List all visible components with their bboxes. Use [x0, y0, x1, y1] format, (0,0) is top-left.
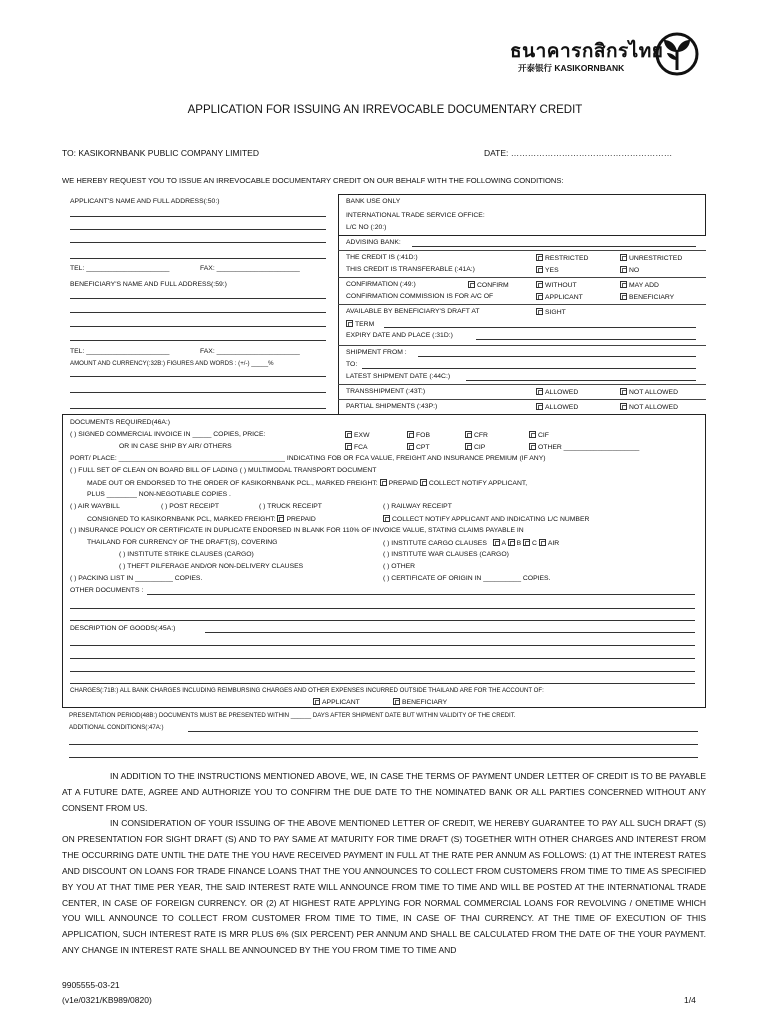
description-line-2[interactable]: [70, 645, 695, 646]
additional-conditions-label: ADDITIONAL CONDITIONS(:47A:): [69, 724, 164, 731]
clause-a-checkbox[interactable]: [493, 539, 500, 546]
other-price-label: OTHER ____________________: [538, 444, 640, 451]
clause-c-label: C: [532, 540, 537, 547]
charges-beneficiary-label: BENEFICIARY: [402, 699, 448, 706]
bill-of-lading-line: ( ) FULL SET OF CLEAN ON BOARD BILL OF LADING ( ) MULTIMODAL TRANSPORT DOCUMENT: [70, 467, 377, 474]
confirm-option[interactable]: [468, 281, 509, 289]
commission-beneficiary-label: BENEFICIARY: [629, 294, 675, 301]
yes-label: YES: [545, 267, 559, 274]
documents-required-section: [62, 414, 706, 708]
packing-list-option[interactable]: ( ) PACKING LIST IN __________ COPIES.: [70, 575, 203, 582]
transshipment-allowed-label: ALLOWED: [545, 389, 579, 396]
cpt-label: CPT: [416, 444, 430, 451]
guarantee-text: IN CONSIDERATION OF YOUR ISSUING OF THE ABOVE MENTIONED LETTER OF CREDIT, WE HEREBY GUARANTEE TO PAY ALL SUCH DRAFT (S) ON PRESENTATION FOR SIGHT DRAFT (S) AND TO PAY SAME AT MATURITY FOR TIME DRAFT (S) TOGETHER WITH OTHER CHARGES AND INTEREST FROM THE OCCURRING DATE UNTIL THE DATE THE YOU HAVE RECEIVED PAYMENT IN FULL AT THE RATE PER ANNUM AS FOLLOWS: (1) AT THE INTEREST RATES AND DISCOUNT ON LOANS FOR TRADE FINANCE LOANS THAT THE YOU ANNOUNCES TO COLLECT FROM CUSTOMERS FROM TIME TO TIME AS SPECIFIED BY YOU AT THAT TIME PER YEAR, THE SAID INTEREST RATE WILL ANNOUNCE FROM TIME TO TIME AND WILL BE POSTED AT THE INTERNATIONAL TRADE CENTER, IN CASE OF FOREIGN CURRENCY. OR (2) AT HIGHEST RATE APPLYING FOR NORMAL COMMERCIAL LOANS FOR REVOLVING / ONETIME WHICH YOU WILL ANNOUNCE TO COLLECT FROM CUSTOMER FROM TIME TO TIME, IN CASE OF THAI CURRENCY. AT THE TIME OF EXECUTION OF THIS APPLICATION, SUCH INTEREST RATE IS MRR PLUS 6% (SIX PERCENT) PER ANNUM AND SHALL BE CALCULATED FROM THE DATE OF THE YOUR PAYMENT. ANY CHANGE IN INTEREST RATE SHALL BE ANNOUNCED BY THE YOU FROM TIME TO TIME AND: [62, 818, 706, 956]
consigned-collect-option[interactable]: [383, 515, 589, 523]
applicant-line-2[interactable]: [70, 229, 326, 230]
charges-beneficiary-option[interactable]: [393, 698, 447, 706]
transshipment-not-allowed-label: NOT ALLOWED: [629, 389, 678, 396]
shipment-from-field[interactable]: [418, 356, 696, 357]
cip-option[interactable]: [465, 443, 485, 451]
presentation-section: [62, 708, 706, 760]
sight-label: SIGHT: [545, 309, 566, 316]
certificate-origin-option[interactable]: ( ) CERTIFICATE OF ORIGIN IN __________ COPIES.: [383, 575, 551, 582]
consigned-label: CONSIGNED TO KASIKORNBANK PCL, MARKED FREIGHT:: [87, 516, 276, 523]
clause-a-label: A: [501, 540, 506, 547]
description-label: DESCRIPTION OF GOODS(:45A:): [70, 625, 176, 632]
charges-applicant-checkbox[interactable]: [313, 698, 320, 705]
clause-air-label: AIR: [547, 540, 560, 547]
sight-option[interactable]: [536, 308, 566, 316]
other-price-option[interactable]: [529, 443, 639, 451]
beneficiary-line-1[interactable]: [70, 298, 326, 299]
fca-option[interactable]: [345, 443, 368, 451]
fca-label: FCA: [354, 444, 368, 451]
bl-prepaid-label: PREPAID: [388, 480, 418, 487]
bank-use-label: BANK USE ONLY: [346, 198, 401, 205]
charges-beneficiary-checkbox[interactable]: [393, 698, 400, 705]
to-line: TO: KASIKORNBANK PUBLIC COMPANY LIMITED: [62, 148, 259, 158]
additional-conditions-line-3[interactable]: [69, 757, 698, 758]
latest-shipment-field[interactable]: [466, 380, 696, 381]
clause-b-checkbox[interactable]: [508, 539, 515, 546]
authorization-text: IN ADDITION TO THE INSTRUCTIONS MENTIONED ABOVE, WE, IN CASE THE TERMS OF PAYMENT UNDER LETTER OF CREDIT IS TO BE PAYABLE AT A FUTURE DATE, AGREE AND AUTHORIZE YOU TO CONFIRM THE DUE DATE TO THE NOMINATED BANK OR ALL PARTIES CONCERNED WITHOUT ANY CONSENT FROM US.: [62, 771, 706, 813]
beneficiary-line-4[interactable]: [70, 340, 326, 341]
charges-applicant-option[interactable]: [313, 698, 360, 706]
sight-checkbox[interactable]: [536, 308, 543, 315]
cfr-label: CFR: [474, 432, 488, 439]
other-documents-label: OTHER DOCUMENTS :: [70, 587, 144, 594]
latest-shipment-label: LATEST SHIPMENT DATE (:44C:): [346, 373, 451, 380]
beneficiary-tel-field[interactable]: TEL: ______________________: [70, 348, 170, 355]
cif-option[interactable]: [529, 431, 549, 439]
applicant-line-1[interactable]: [70, 216, 326, 217]
applicant-label: APPLICANT'S NAME AND FULL ADDRESS(:50:): [70, 198, 220, 205]
yes-option[interactable]: [536, 266, 559, 274]
exw-checkbox[interactable]: [345, 431, 352, 438]
bl-collect-label: COLLECT NOTIFY APPLICANT,: [428, 480, 528, 487]
shipment-to-field[interactable]: [362, 368, 696, 369]
restricted-label: RESTRICTED: [545, 255, 589, 262]
applicant-line-3[interactable]: [70, 242, 326, 243]
may-add-option[interactable]: [620, 281, 659, 289]
bl-prepaid-checkbox[interactable]: [380, 479, 387, 486]
cargo-clauses-line: [383, 539, 559, 547]
partial-not-allowed-option[interactable]: [620, 403, 678, 411]
term-option[interactable]: [346, 320, 374, 328]
thailand-line: THAILAND FOR CURRENCY OF THE DRAFT(S), COVERING: [87, 539, 278, 546]
air-waybill-option[interactable]: ( ) AIR WAYBILL: [70, 503, 120, 510]
credit-is-label: THE CREDIT IS (:41D:): [346, 254, 418, 261]
description-line-4[interactable]: [70, 671, 695, 672]
cpt-checkbox[interactable]: [407, 443, 414, 450]
term-field[interactable]: [384, 327, 696, 328]
partial-allowed-checkbox[interactable]: [536, 403, 543, 410]
transshipment-allowed-checkbox[interactable]: [536, 388, 543, 395]
advising-bank-label: ADVISING BANK:: [346, 239, 401, 246]
cif-label: CIF: [538, 432, 549, 439]
made-out-line: [87, 479, 527, 487]
its-office-label: INTERNATIONAL TRADE SERVICE OFFICE:: [346, 212, 485, 219]
theft-clauses-option[interactable]: ( ) THEFT PILFERAGE AND/OR NON-DELIVERY CLAUSES: [119, 563, 304, 570]
page-number: 1/4: [684, 995, 696, 1005]
additional-conditions-line-1[interactable]: [188, 731, 698, 732]
presentation-period-line: PRESENTATION PERIOD(48B:) DOCUMENTS MUST BE PRESENTED WITHIN ______ DAYS AFTER SHIPMENT DATE BUT WITHIN VALIDITY OF THE CREDIT.: [69, 712, 516, 719]
kasikornbank-leaf-logo-icon: [655, 32, 699, 76]
consigned-collect-checkbox[interactable]: [383, 515, 390, 522]
transshipment-not-allowed-checkbox[interactable]: [620, 388, 627, 395]
no-option[interactable]: [620, 266, 639, 274]
made-out-label: MADE OUT OR ENDORSED TO THE ORDER OF KASIKORNBANK PCL., MARKED FREIGHT:: [87, 480, 378, 487]
lc-no-label: L/C NO (:20:): [346, 224, 387, 231]
amount-label: AMOUNT AND CURRENCY(:32B:) FIGURES AND WORDS : (+/-) _____%: [70, 360, 274, 367]
beneficiary-line-3[interactable]: [70, 326, 326, 327]
amount-line-2[interactable]: [70, 392, 326, 393]
exw-label: EXW: [354, 432, 370, 439]
cfr-option[interactable]: [465, 431, 488, 439]
documents-heading: DOCUMENTS REQUIRED(46A:): [70, 419, 171, 426]
unrestricted-option[interactable]: [620, 254, 682, 262]
expiry-field[interactable]: [476, 339, 696, 340]
port-line: PORT/ PLACE: ____________________________________________ INDICATING FOB OR FCA VALUE, FREIGHT AND INSURANCE PREMIUM (IF ANY): [70, 455, 546, 462]
confirm-label: CONFIRM: [477, 282, 509, 289]
no-checkbox[interactable]: [620, 266, 627, 273]
without-label: WITHOUT: [545, 282, 577, 289]
fca-checkbox[interactable]: [345, 443, 352, 450]
guarantee-paragraph: [62, 816, 706, 959]
cargo-clauses-label: ( ) INSTITUTE CARGO CLAUSES: [383, 540, 487, 547]
partial-allowed-option[interactable]: [536, 403, 578, 411]
cpt-option[interactable]: [407, 443, 430, 451]
shipment-from-label: SHIPMENT FROM :: [346, 349, 407, 356]
other-price-checkbox[interactable]: [529, 443, 536, 450]
expiry-label: EXPIRY DATE AND PLACE (:31D:): [346, 332, 453, 339]
transferable-label: THIS CREDIT IS TRANSFERABLE (:41A:): [346, 266, 475, 273]
commission-applicant-option[interactable]: [536, 293, 583, 301]
confirmation-commission-label: CONFIRMATION COMMISSION IS FOR A/C OF: [346, 293, 494, 300]
truck-receipt-option[interactable]: ( ) TRUCK RECEIPT: [259, 503, 322, 510]
transshipment-not-allowed-option[interactable]: [620, 388, 678, 396]
bl-collect-checkbox[interactable]: [420, 479, 427, 486]
consigned-line: [87, 515, 316, 523]
cfr-checkbox[interactable]: [465, 431, 472, 438]
transshipment-label: TRANSSHIPMENT (:43T:): [346, 388, 426, 395]
description-line-5[interactable]: [70, 683, 695, 684]
other-insurance-option[interactable]: ( ) OTHER: [383, 563, 416, 570]
description-line-3[interactable]: [70, 658, 695, 659]
beneficiary-fax-field[interactable]: FAX: ______________________: [200, 348, 300, 355]
restricted-option[interactable]: [536, 254, 588, 262]
description-line-1[interactable]: [205, 632, 695, 633]
other-documents-line-1[interactable]: [147, 594, 695, 595]
yes-checkbox[interactable]: [536, 266, 543, 273]
partial-shipments-label: PARTIAL SHIPMENTS (:43P:): [346, 403, 438, 410]
confirm-checkbox[interactable]: [468, 281, 475, 288]
bank-name-english: 开泰银行 KASIKORNBANK: [518, 63, 625, 73]
cif-checkbox[interactable]: [529, 431, 536, 438]
incase-line: OR IN CASE SHIP BY AIR/ OTHERS: [119, 443, 232, 450]
consigned-prepaid-checkbox[interactable]: [277, 515, 284, 522]
commission-applicant-checkbox[interactable]: [536, 293, 543, 300]
commission-beneficiary-option[interactable]: [620, 293, 674, 301]
without-checkbox[interactable]: [536, 281, 543, 288]
clause-air-checkbox[interactable]: [539, 539, 546, 546]
transshipment-allowed-option[interactable]: [536, 388, 578, 396]
partial-not-allowed-label: NOT ALLOWED: [629, 404, 678, 411]
authorization-paragraph: [62, 769, 706, 817]
railway-receipt-option[interactable]: ( ) RAILWAY RECEIPT: [383, 503, 452, 510]
insurance-line: ( ) INSURANCE POLICY OR CERTIFICATE IN DUPLICATE ENDORSED IN BLANK FOR 110% OF INVOICE VALUE, STATING CLAIMS PAYABLE IN: [70, 527, 524, 534]
unrestricted-label: UNRESTRICTED: [629, 255, 683, 262]
additional-conditions-line-2[interactable]: [69, 744, 698, 745]
confirmation-label: CONFIRMATION (:49:): [346, 281, 416, 288]
fob-option[interactable]: [407, 431, 430, 439]
partial-not-allowed-checkbox[interactable]: [620, 403, 627, 410]
fob-label: FOB: [416, 432, 430, 439]
form-version: (v1e/0321/KB989/0820): [62, 995, 152, 1005]
exw-option[interactable]: [345, 431, 369, 439]
request-line: WE HEREBY REQUEST YOU TO ISSUE AN IRREVOCABLE DOCUMENTARY CREDIT ON OUR BEHALF WITH THE FOLLOWING CONDITIONS:: [62, 176, 564, 185]
term-checkbox[interactable]: [346, 320, 353, 327]
other-documents-line-3[interactable]: [70, 620, 695, 621]
beneficiary-label: BENEFICIARY'S NAME AND FULL ADDRESS(:59:): [70, 281, 227, 288]
lc-details-grid: [62, 194, 706, 414]
fob-checkbox[interactable]: [407, 431, 414, 438]
clause-b-label: B: [516, 540, 522, 547]
restricted-checkbox[interactable]: [536, 254, 543, 261]
shipment-to-label: TO:: [346, 361, 358, 368]
form-code: 9905555-03-21: [62, 980, 120, 990]
beneficiary-line-2[interactable]: [70, 312, 326, 313]
plus-copies-line: PLUS ________ NON-NEGOTIABLE COPIES .: [87, 491, 231, 498]
without-option[interactable]: [536, 281, 577, 289]
commission-applicant-label: APPLICANT: [545, 294, 583, 301]
available-label: AVAILABLE BY BENEFICIARY'S DRAFT AT: [346, 308, 480, 315]
unrestricted-checkbox[interactable]: [620, 254, 627, 261]
other-documents-line-2[interactable]: [70, 608, 695, 609]
may-add-checkbox[interactable]: [620, 281, 627, 288]
war-clauses-option[interactable]: ( ) INSTITUTE WAR CLAUSES (CARGO): [383, 551, 509, 558]
invoice-line: ( ) SIGNED COMMERCIAL INVOICE IN _____ COPIES, PRICE:: [70, 431, 266, 438]
consigned-prepaid-label: PREPAID: [286, 516, 316, 523]
applicant-tel-field[interactable]: TEL: ______________________: [70, 265, 170, 272]
charges-line: CHARGES(:71B:) ALL BANK CHARGES INCLUDING REIMBURSING CHARGES AND OTHER EXPENSES INCURRED OUTSIDE THAILAND ARE FOR THE ACCOUNT OF:: [70, 687, 544, 694]
form-title: APPLICATION FOR ISSUING AN IRREVOCABLE DOCUMENTARY CREDIT: [187, 104, 583, 116]
amount-line-1[interactable]: [70, 376, 326, 377]
commission-beneficiary-checkbox[interactable]: [620, 293, 627, 300]
term-label: TERM: [355, 321, 375, 328]
post-receipt-option[interactable]: ( ) POST RECEIPT: [161, 503, 220, 510]
clause-c-checkbox[interactable]: [523, 539, 530, 546]
may-add-label: MAY ADD: [629, 282, 659, 289]
consigned-collect-label: COLLECT NOTIFY APPLICANT AND INDICATING L/C NUMBER: [392, 516, 590, 523]
partial-allowed-label: ALLOWED: [545, 404, 579, 411]
applicant-fax-field[interactable]: FAX: ______________________: [200, 265, 300, 272]
charges-applicant-label: APPLICANT: [322, 699, 360, 706]
amount-line-3[interactable]: [70, 408, 326, 409]
cip-label: CIP: [474, 444, 486, 451]
date-field[interactable]: DATE: …………………………………………………: [484, 148, 673, 158]
bank-name-thai: ธนาคารกสิกรไทย: [510, 41, 664, 62]
strike-clauses-option[interactable]: ( ) INSTITUTE STRIKE CLAUSES (CARGO): [119, 551, 254, 558]
no-label: NO: [629, 267, 640, 274]
advising-bank-field[interactable]: [412, 246, 696, 247]
cip-checkbox[interactable]: [465, 443, 472, 450]
applicant-line-4[interactable]: [70, 258, 326, 259]
